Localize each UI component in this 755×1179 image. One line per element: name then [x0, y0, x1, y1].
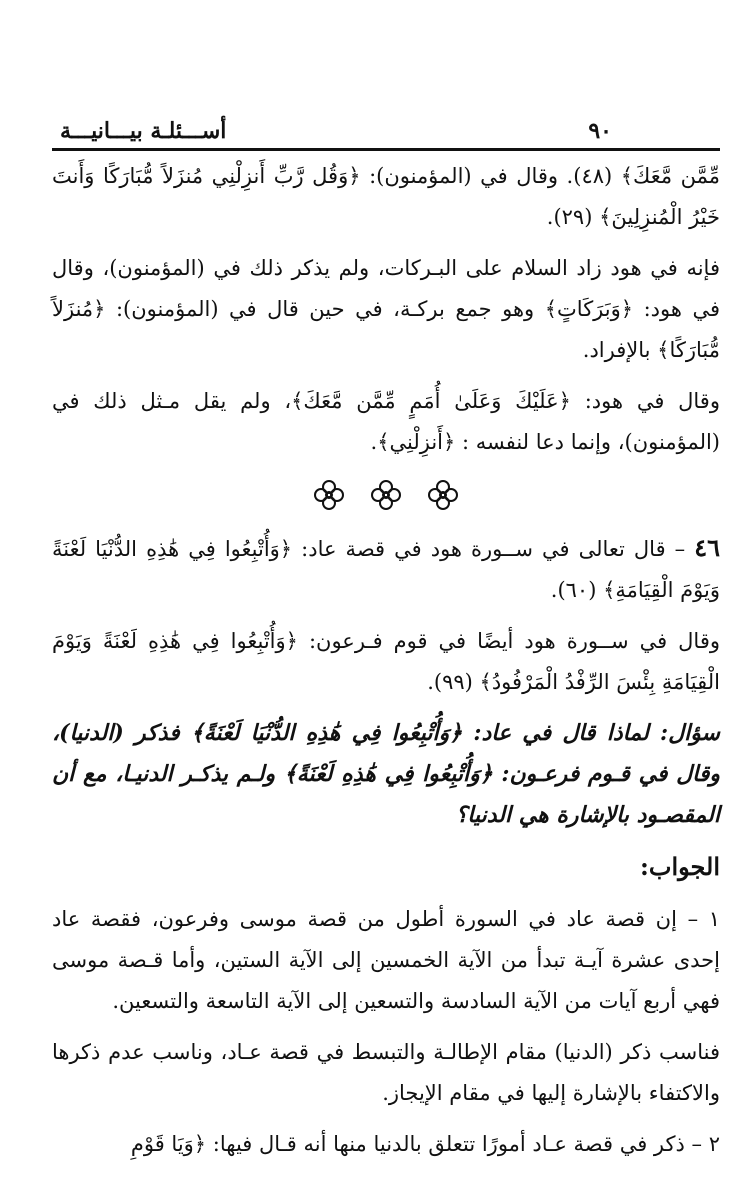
question-paragraph: سؤال: لماذا قال في عاد: ﴿وَأُتْبِعُوا فِي هَٰذِهِ الدُّنْيَا لَعْنَةً﴾ فذكر (الدنيا)، وقال في قـوم فرعـون: ﴿وَأُتْبِعُوا فِي هَٰذِهِ لَعْنَةً﴾ ولـم يذكـر الدنيـا، مع أن المقصـود بالإشارة هي الدنيا؟ — [52, 720, 720, 828]
flower-ornament-icon — [371, 480, 401, 510]
paragraph-1: مِّمَّن مَّعَكَ﴾ (٤٨). وقال في (المؤمنون): ﴿وَقُل رَّبِّ أَنزِلْنِي مُنزَلاً مُّبَارَكًا وَأَنتَ خَيْرُ الْمُنزِلِينَ﴾ (٢٩). — [52, 164, 720, 229]
answer-paragraph-1: ١ – إن قصة عاد في السورة أطول من قصة موسى وفرعون، فقصة عاد إحدى عشرة آيـة تبدأ من الآية الخمسين إلى الآية الستين، وأما قـصة موسى فهي أربع آيات من الآية السادسة والتسعين إلى الآية التاسعة والتسعين. — [52, 907, 720, 1013]
running-title: أســـئلـة بيـــانيـــة — [60, 118, 227, 144]
answer-heading: الجواب: — [640, 852, 720, 881]
answer-paragraph-3: ٢ – ذكر في قصة عـاد أمورًا تتعلق بالدنيا منها أنه قـال فيها: ﴿وَيَا قَوْمِ — [130, 1132, 720, 1156]
paragraph-2: فإنه في هود زاد السلام على البـركات، ولم يذكر ذلك في (المؤمنون)، وقال في هود: ﴿وَبَرَكَاتٍ﴾ وهو جمع بركـة، في حين قال في (المؤمنون): ﴿مُنزَلاً مُّبَارَكًا﴾ بالإفراد. — [52, 256, 720, 362]
paragraph-5: وقال في ســورة هود أيضًا في قوم فـرعون: ﴿وَأُتْبِعُوا فِي هَٰذِهِ لَعْنَةً وَيَوْمَ الْقِيَامَةِ بِئْسَ الرِّفْدُ الْمَرْفُودُ﴾ (٩٩). — [52, 629, 720, 694]
page-number: ٩٠ — [588, 118, 612, 144]
paragraph-4-text: – قال تعالى في ســورة هود في قصة عاد: ﴿وَأُتْبِعُوا فِي هَٰذِهِ الدُّنْيَا لَعْنَةً وَيَوْمَ الْقِيَامَةِ﴾ (٦٠). — [52, 537, 720, 602]
item-number: ٤٦ — [694, 533, 720, 562]
paragraph-4 — [52, 527, 720, 611]
flower-ornament-icon — [314, 480, 344, 510]
section-divider-ornament — [52, 473, 720, 513]
answer-paragraph-2: فناسب ذكر (الدنيا) مقام الإطالـة والتبسط في قصة عـاد، وناسب عدم ذكرها والاكتفاء بالإشارة إليها في مقام الإيجاز. — [52, 1040, 720, 1105]
paragraph-3: وقال في هود: ﴿عَلَيْكَ وَعَلَىٰ أُمَمٍ مِّمَّن مَّعَكَ﴾، ولم يقل مـثل ذلك في (المؤمنون)، وإنما دعا لنفسه : ﴿أَنزِلْنِي﴾. — [52, 389, 720, 454]
page-header — [52, 118, 720, 148]
header-rule — [52, 148, 720, 151]
flower-ornament-icon — [428, 480, 458, 510]
page-body — [52, 156, 720, 1175]
